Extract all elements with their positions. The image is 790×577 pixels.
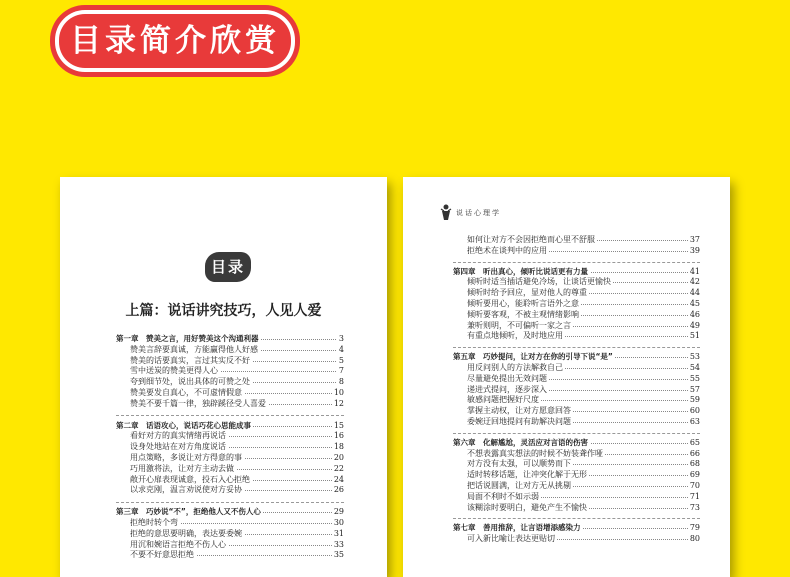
toc-entry-row[interactable] [453, 321, 700, 331]
toc-entry-row[interactable] [116, 540, 344, 550]
entry-title: 对方没有太强，可以顺势而下 [467, 459, 571, 469]
page-number: 80 [689, 534, 700, 544]
toc-entry-row[interactable] [453, 277, 700, 287]
toc-entry-row[interactable] [453, 395, 700, 405]
toc-entry-row[interactable] [116, 388, 344, 398]
entry-title: 拒绝术在谈判中的应用 [467, 245, 547, 255]
toc-entry-row[interactable] [453, 374, 700, 384]
chapter-divider [453, 518, 700, 519]
entry-title: 倾听要客观，不被主观情绪影响 [467, 309, 579, 319]
page-number: 73 [689, 502, 700, 512]
page-number: 79 [689, 523, 700, 533]
page-number: 55 [689, 373, 700, 383]
entry-title: 以求克刚，温言劝说使对方妥协 [130, 485, 242, 495]
toc-stamp-label: 目录 [210, 258, 245, 276]
toc-entry-row[interactable] [453, 503, 700, 513]
page-number: 29 [333, 507, 344, 517]
page-number: 57 [689, 384, 700, 394]
page-number: 37 [689, 235, 700, 244]
page-number: 39 [689, 245, 700, 255]
toc-chapter-row[interactable] [453, 352, 700, 362]
entry-title: 把话说圆满，让对方无从挑剔 [467, 481, 571, 490]
page-number: 18 [333, 442, 344, 452]
toc-entry-row[interactable] [453, 406, 700, 416]
part-title: 上篇：说话讲究技巧，人见人爱 [125, 303, 322, 319]
entry-title: 用沉和婉语言拒绝不伤人心 [130, 539, 226, 549]
entry-title: 不想表露真实想法的时候不妨装聋作哑 [467, 448, 603, 458]
page-number: 22 [333, 463, 344, 473]
chapter-divider [453, 262, 700, 263]
page-number: 41 [689, 266, 700, 276]
page-number: 10 [333, 388, 344, 397]
page-number: 20 [333, 453, 344, 462]
page-number: 69 [689, 470, 700, 480]
toc-entry-row[interactable] [116, 550, 344, 560]
page-number: 53 [689, 352, 700, 362]
entry-title: 掌握主动权，让对方愿意回答 [467, 406, 571, 416]
toc-entry-row[interactable] [453, 235, 700, 245]
entry-title: 有重点地倾听，及时地应用 [467, 331, 563, 341]
entry-title: 赞美要发自真心，不可虚情假意 [130, 388, 242, 397]
toc-entry-row[interactable] [453, 246, 700, 256]
page-number: 68 [689, 459, 700, 469]
page-number: 3 [338, 334, 344, 343]
toc-page-right [403, 177, 730, 577]
toc-entry-row[interactable] [116, 453, 344, 463]
page-number: 24 [333, 474, 344, 484]
entry-title: 尽量避免提出无效问题 [467, 373, 547, 383]
page-number: 15 [333, 420, 344, 430]
page-number: 54 [689, 363, 700, 372]
entry-title: 敏感问题把握好尺度 [467, 395, 539, 405]
toc-entry-row[interactable] [453, 299, 700, 309]
chapter-title: 第一章 赞美之言，用好赞美这个沟通利器 [116, 334, 259, 343]
page-number: 71 [689, 491, 700, 501]
page-number: 5 [338, 355, 344, 365]
page-number: 51 [689, 331, 700, 341]
page-number: 7 [338, 366, 344, 376]
toc-entry-row[interactable] [453, 492, 700, 502]
toc-chapter-row[interactable] [116, 507, 344, 517]
toc-entry-row[interactable] [116, 399, 344, 409]
page-number: 26 [333, 485, 344, 495]
page-number: 30 [333, 518, 344, 527]
entry-title: 用点策略，多说让对方得意的事 [130, 453, 242, 462]
running-head-text: 说话心理学 [456, 209, 501, 217]
page-number: 63 [689, 417, 700, 426]
toc-entry-row[interactable] [116, 518, 344, 528]
chapter-title: 第四章 听出真心，倾听比说话更有力量 [453, 266, 588, 276]
entry-title: 用反问别人的方法解救自己 [467, 363, 563, 372]
page-number: 4 [338, 344, 344, 354]
entry-title: 不要不好意思拒绝 [130, 550, 194, 560]
entry-title: 敞开心扉表现诚意，投石入心拒绝 [130, 474, 250, 484]
entry-title: 夸到细节处，说出具体的可赞之处 [130, 377, 250, 387]
entry-title: 递进式提问，逐步深入 [467, 384, 547, 394]
toc-entry-row[interactable] [453, 310, 700, 320]
page-number: 49 [689, 320, 700, 330]
page-number: 70 [689, 481, 700, 490]
title-banner [55, 10, 295, 72]
entry-title: 赞美不要千篇一律，独辟蹊径受人喜爱 [130, 398, 266, 408]
page-number: 12 [333, 398, 344, 408]
page-number: 46 [689, 309, 700, 319]
banner-title: 目录简介欣赏 [70, 23, 280, 59]
page-number: 31 [333, 528, 344, 538]
entry-title: 拒绝时转个弯 [130, 518, 178, 527]
toc-stamp [205, 252, 251, 282]
page-number: 16 [333, 431, 344, 441]
page-number: 33 [333, 539, 344, 549]
toc-entry-row[interactable] [453, 481, 700, 491]
toc-entry-row[interactable] [116, 442, 344, 452]
toc-entry-row[interactable] [453, 534, 700, 544]
toc-entry-row[interactable] [453, 363, 700, 373]
toc-entry-row[interactable] [116, 377, 344, 387]
figure-icon [440, 204, 452, 220]
chapter-divider [453, 433, 700, 434]
page-number: 42 [689, 277, 700, 287]
entry-title: 赞美的话要真实，言过其实反不好 [130, 355, 250, 365]
entry-title: 拒绝的意思要明确，表达要委婉 [130, 528, 242, 538]
toc-entry-row[interactable] [116, 529, 344, 539]
entry-title: 倾听时给予回应，显对他人的尊重 [467, 288, 587, 298]
running-head [440, 204, 510, 224]
toc-entry-row[interactable] [453, 288, 700, 298]
page-number: 65 [689, 437, 700, 447]
page-number: 66 [689, 448, 700, 458]
page-number: 8 [338, 377, 344, 387]
entry-title: 如何让对方不会因拒绝而心里不舒服 [467, 235, 595, 244]
chapter-divider [116, 502, 344, 503]
entry-title: 赞美言辞要真诚，方能赢得他人好感 [130, 344, 258, 354]
toc-entry-row[interactable] [453, 385, 700, 395]
chapter-title: 第五章 巧妙提问，让对方在你的引导下说“是” [453, 352, 613, 362]
toc-entry-row[interactable] [453, 459, 700, 469]
chapter-divider [116, 415, 344, 416]
toc-entry-row[interactable] [116, 356, 344, 366]
entry-title: 兼听则明，不可偏听一家之言 [467, 320, 571, 330]
toc-chapter-row[interactable] [116, 334, 344, 344]
entry-title: 局面不利时不如示弱 [467, 491, 539, 501]
chapter-title: 第二章 话语攻心，说话巧花心思能成事 [116, 420, 251, 430]
toc-entry-row[interactable] [116, 366, 344, 376]
page-number: 60 [689, 406, 700, 416]
entry-title: 适时转移话题，让冲突化解于无形 [467, 470, 587, 480]
chapter-title: 第六章 化解尴尬，灵活应对言语的伤害 [453, 437, 588, 447]
entry-title: 设身处地站在对方角度说话 [130, 442, 226, 452]
entry-title: 看好对方的真实情绪再说话 [130, 431, 226, 441]
entry-title: 可入新比喻让表达更贴切 [467, 534, 555, 544]
toc-entry-row[interactable] [453, 331, 700, 341]
chapter-title: 第三章 巧妙说“不”，拒绝他人又不伤人心 [116, 507, 261, 517]
entry-title: 该糊涂时要明白，避免产生不愉快 [467, 502, 587, 512]
page-number: 44 [689, 288, 700, 298]
chapter-divider [453, 347, 700, 348]
page-number: 45 [689, 299, 700, 308]
toc-entry-row[interactable] [116, 431, 344, 441]
entry-title: 委婉迂回地提问有助解决问题 [467, 417, 571, 426]
page-number: 59 [689, 395, 700, 405]
entry-title: 倾听要用心，能聆听言语外之意 [467, 299, 579, 308]
toc-entry-row[interactable] [116, 464, 344, 474]
toc-entry-row[interactable] [116, 485, 344, 495]
page-number: 35 [333, 550, 344, 560]
toc-page-left [60, 177, 387, 577]
toc-chapter-row[interactable] [116, 421, 344, 431]
entry-title: 倾听时适当插话避免冷场，让谈话更愉快 [467, 277, 611, 287]
toc-entry-row[interactable] [453, 470, 700, 480]
toc-entry-row[interactable] [116, 345, 344, 355]
toc-entry-row[interactable] [453, 449, 700, 459]
entry-title: 雪中送炭的赞美更得人心 [130, 366, 218, 376]
toc-chapter-row[interactable] [453, 438, 700, 448]
toc-entry-row[interactable] [453, 417, 700, 427]
toc-chapter-row[interactable] [453, 523, 700, 533]
chapter-title: 第七章 善用推辞，让言语增添感染力 [453, 523, 581, 533]
toc-entry-row[interactable] [116, 475, 344, 485]
toc-chapter-row[interactable] [453, 267, 700, 277]
entry-title: 巧用激将法，让对方主动去做 [130, 463, 234, 473]
